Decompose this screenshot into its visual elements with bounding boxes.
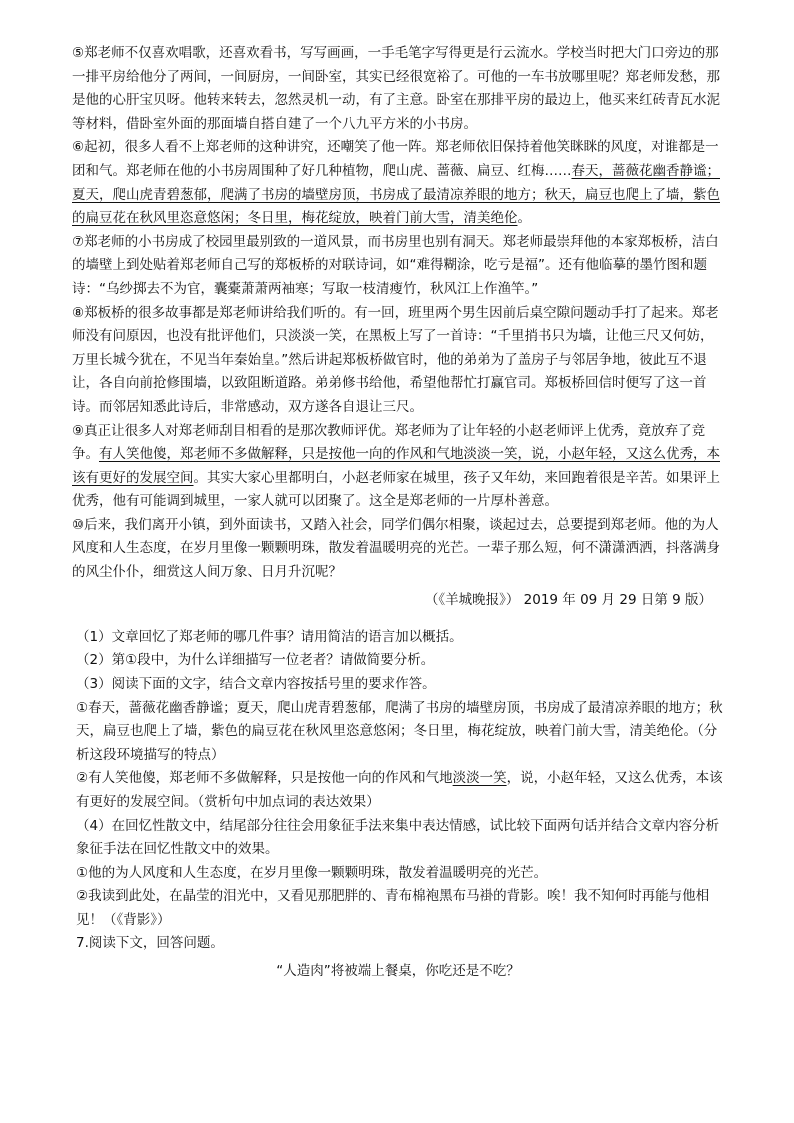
underlined-sentence: 有人笑他傻，郑老师不多做解释，只是按他一向的作风和气地淡淡一笑，说，小赵年轻，又这么优秀，本该有更好的发展空间 bbox=[72, 446, 720, 486]
paragraph-6-text: ⑥起初，很多人看不上郑老师的这种讲究，还嘲笑了他一阵。郑老师依旧保持着他笑眯眯的风度，对谁都是一团和气。郑老师在他的小书房周围种了好几种植物，爬山虎、蔷薇、扁豆、红梅…… bbox=[72, 139, 719, 179]
paragraph-6-end: 。 bbox=[517, 210, 531, 227]
paragraph-8: ⑧郑板桥的很多故事都是郑老师讲给我们听的。有一回，班里两个男生因前后桌空隙问题动手打了起来。郑老师没有问原因，也没有批评他们，只淡淡一笑，在黑板上写了一首诗：“千里捎书只为墙，让他三尺又何妨，万里长城今犹在，不见当年秦始皇。”然后讲起郑板桥做官时，他的弟弟为了盖房子与邻居争地，彼此互不退让，各自向前抢修围墙，以致阻断道路。弟弟修书给他，希望他帮忙打赢官司。郑板桥回信时便写了这一首诗。而邻居知悉此诗后，非常感动，双方遂各自退让三尺。 bbox=[72, 304, 719, 415]
question-3: （3）阅读下面的文字，结合文章内容按括号里的要求作答。 bbox=[76, 675, 436, 692]
paragraph-5: ⑤郑老师不仅喜欢唱歌，还喜欢看书，写写画画，一手毛笔字写得更是行云流水。学校当时把大门口旁边的那一排平房给他分了两间，一间厨房，一间卧室，其实已经很宽裕了。可他的一车书放哪里呢？郑老师发愁，那是他的心肝宝贝呀。他转来转去，忽然灵机一动，有了主意。卧室在那排平房的最边上，他买来红砖青瓦水泥等材料，借卧室外面的那面墙自搭自建了一个八九平方米的小书房。 bbox=[72, 45, 720, 132]
paragraph-7: ⑦郑老师的小书房成了校园里最别致的一道风景，而书房里也别有洞天。郑老师最崇拜他的本家郑板桥，洁白的墙壁上到处贴着郑老师自己写的郑板桥的对联诗词，如“难得糊涂，吃亏是福”。还有他临摹的墨竹图和题诗：“乌纱掷去不为官，囊橐萧萧两袖寒；写取一枝清瘦竹，秋风江上作渔竿。” bbox=[72, 233, 719, 297]
next-article-title: “人造肉”将被端上餐桌，你吃还是不吃？ bbox=[276, 963, 520, 980]
question-4: （4）在回忆性散文中，结尾部分往往会用象征手法来集中表达情感，试比较下面两句话并结合文章内容分析象征手法在回忆性散文中的效果。 bbox=[76, 817, 720, 858]
paragraph-6 bbox=[72, 136, 724, 230]
question-3-item-2-text: ②有人笑他傻，郑老师不多做解释，只是按他一向的作风和气地 bbox=[76, 770, 453, 787]
question-3-item-2 bbox=[72, 767, 724, 814]
underlined-dotted-word: 淡淡一笑 bbox=[452, 770, 507, 787]
paragraph-9-text: ⑨真正让很多人对郑老师刮目相看的是那次教师评优。郑老师为了让年轻的小赵老师评上优秀，竟放弃了竞争。 bbox=[72, 422, 706, 463]
source-citation: （《羊城晚报》） 2019 年 09 月 29 日第 9 版） bbox=[424, 591, 712, 608]
paragraph-9-end: 。其实大家心里都明白，小赵老师家在城里，孩子又年幼，来回跑着很是辛苦。如果评上优秀，他有可能调到城里，一家人就可以团聚了。这全是郑老师的一片厚朴善意。 bbox=[72, 469, 720, 510]
document-page bbox=[72, 42, 724, 997]
question-3-item-1: ①春天，蔷薇花幽香静谧；夏天，爬山虎青碧葱郁，爬满了书房的墙壁房顶，书房成了最清凉养眼的地方；秋天，扁豆也爬上了墙，紫色的扁豆花在秋风里恣意悠闲；冬日里，梅花绽放，映着门前大雪，清美绝伦。（分析这段环境描写的特点） bbox=[76, 699, 723, 763]
question-1: （1）文章回忆了郑老师的哪几件事？请用简洁的语言加以概括。 bbox=[76, 628, 463, 645]
question-7: 7.阅读下文，回答问题。 bbox=[76, 935, 224, 952]
paragraph-9 bbox=[72, 420, 724, 514]
question-4-item-2: ②我读到此处，在晶莹的泪光中，又看见那肥胖的、青布棉袍黑布马褂的背影。唉！我不知何时再能与他相见！（《背影》） bbox=[76, 888, 710, 928]
question-3-item-2-end: ，说，小赵年轻，又这么优秀，本该有更好的发展空间。（赏析句中加点词的表达效果） bbox=[76, 770, 723, 810]
question-2: （2）第①段中，为什么详细描写一位老者？请做简要分析。 bbox=[76, 652, 435, 669]
question-4-item-1: ①他的为人风度和人生态度，在岁月里像一颗颗明珠，散发着温暖明亮的光芒。 bbox=[76, 864, 548, 881]
underlined-environment-description: 春天，蔷薇花幽香静谧；夏天，爬山虎青碧葱郁，爬满了书房的墙壁房顶，书房成了最清凉养眼的地方；秋天，扁豆也爬上了墙，紫色的扁豆花在秋风里恣意悠闲；冬日里，梅花绽放，映着门前大雪，清美绝伦 bbox=[72, 162, 720, 227]
paragraph-10: ⑩后来，我们离开小镇，到外面读书，又踏入社会，同学们偶尔相聚，谈起过去，总要提到郑老师。他的为人风度和人生态度，在岁月里像一颗颗明珠，散发着温暖明亮的光芒。一辈子那么短，何不潇潇洒洒，抖落满身的风尘仆仆，细赏这人间万象、日月升沉呢？ bbox=[72, 516, 720, 581]
